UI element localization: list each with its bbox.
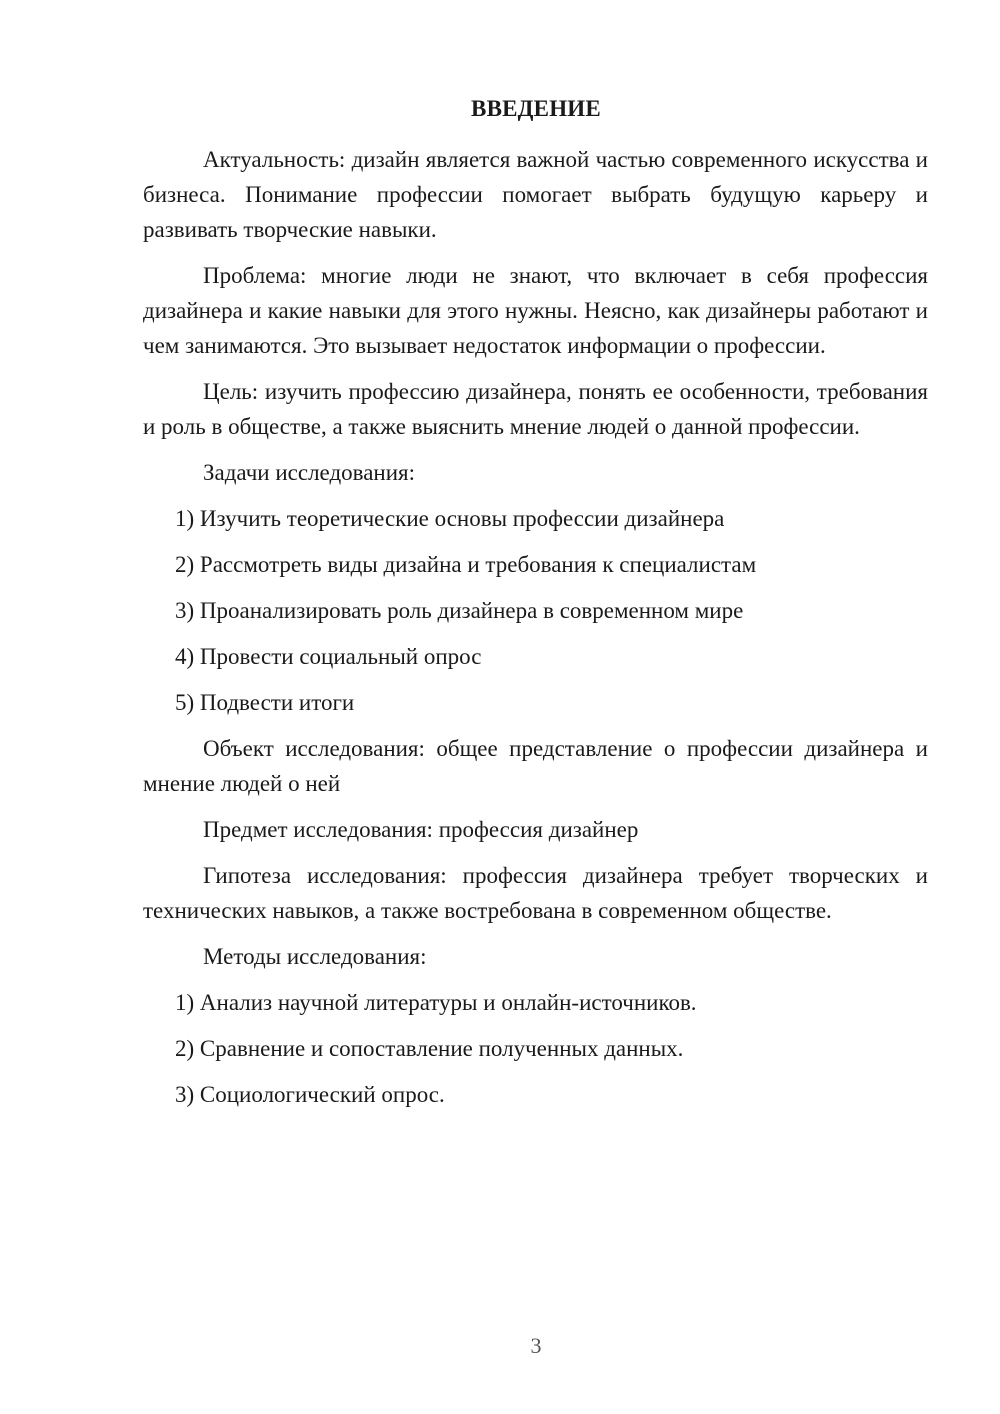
section-title: ВВЕДЕНИЕ [471, 96, 601, 121]
intro-block [143, 142, 928, 1123]
paragraph-subject: Предмет исследования: профессия дизайнер [203, 817, 639, 842]
task-item-2: 2) Рассмотреть виды дизайна и требования к специалистам [175, 552, 757, 577]
task-item-3: 3) Проанализировать роль дизайнера в современном мире [175, 598, 744, 623]
paragraph-relevance: Актуальность: дизайн является важной частью современного искусства и бизнеса. Понимание профессии помогает выбрать будущую карьеру и развивать творческие навыки. [143, 147, 928, 242]
paragraph-methods-heading: Методы исследования: [203, 944, 427, 969]
method-item-3: 3) Социологический опрос. [175, 1082, 445, 1107]
method-item-2: 2) Сравнение и сопоставление полученных данных. [175, 1036, 684, 1061]
paragraph-tasks-heading: Задачи исследования: [203, 460, 416, 485]
paragraph-hypothesis: Гипотеза исследования: профессия дизайнера требует творческих и технических навыков, а также востребована в современном обществе. [143, 863, 928, 923]
task-item-1: 1) Изучить теоретические основы профессии дизайнера [175, 506, 725, 531]
method-item-1: 1) Анализ научной литературы и онлайн-источников. [175, 990, 697, 1015]
task-item-5: 5) Подвести итоги [175, 690, 355, 715]
page-number: 3 [530, 1333, 542, 1358]
paragraph-object: Объект исследования: общее представление о профессии дизайнера и мнение людей о ней [143, 736, 928, 796]
paragraph-goal: Цель: изучить профессию дизайнера, понять ее особенности, требования и роль в обществе, а также выяснить мнение людей о данной профессии. [143, 379, 928, 439]
paragraph-problem: Проблема: многие люди не знают, что включает в себя профессия дизайнера и какие навыки для этого нужны. Неясно, как дизайнеры работают и чем занимаются. Это вызывает недостаток информации о профессии. [143, 263, 928, 358]
task-item-4: 4) Провести социальный опрос [175, 644, 482, 669]
